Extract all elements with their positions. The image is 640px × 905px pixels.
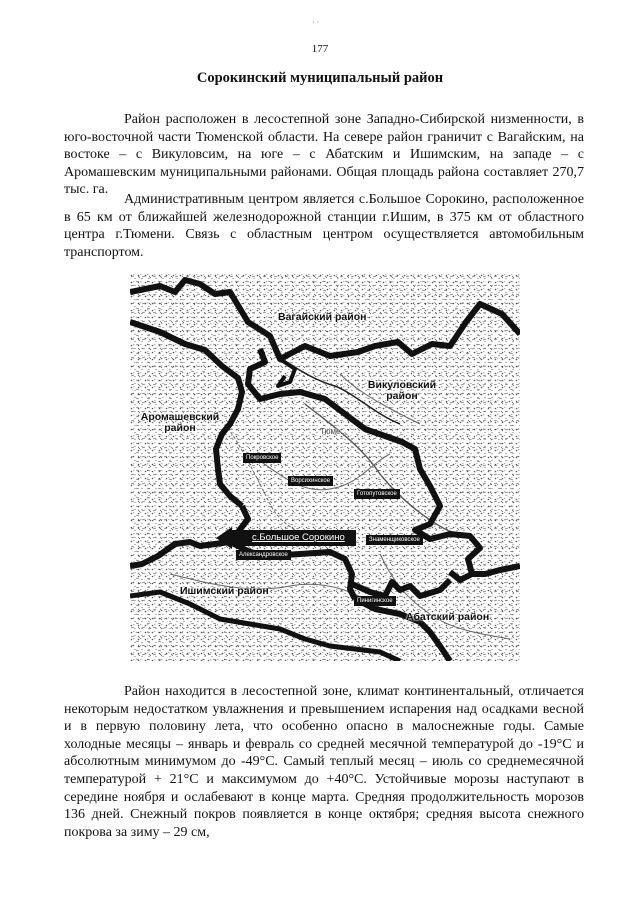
page-number: 177: [311, 43, 329, 55]
label-vikulovo-district: Викуловский район: [367, 379, 437, 402]
village-aleksandrovskoe: Александровское: [236, 550, 291, 560]
label-abatsk-district: Абатский район: [406, 611, 490, 623]
scan-artifact: · ·: [312, 18, 320, 27]
label-tyumen-road: Тюме...: [320, 427, 348, 436]
label-admin-center: с.Большое Сорокино: [248, 531, 349, 544]
label-vagai-district: Вагайский район: [278, 311, 367, 323]
map-graphic: [130, 274, 520, 661]
label-ishim-district: Ишимский район: [180, 585, 269, 597]
district-map: [130, 274, 520, 661]
village-pinigino: Пинигинское: [354, 596, 396, 606]
page-title: Сорокинский муниципальный район: [196, 70, 444, 86]
village-gotopputovskoe: Готопутовское: [354, 489, 400, 499]
paragraph-climate: Район находится в лесостепной зоне, климат континентальный, отличается некоторым недостатком увлажнения и превышением испарения над осадками весной и в первую половину лета, что особенно опасно в малоснежные годы. Самые холодные месяцы – январь и февраль со средней месячной температурой до -19°С и абсолютным минимумом до -49°С. Самый теплый месяц – июль со среднемесячной температурой + 21°С и максимумом до +40°С. Устойчивые морозы наступают в середине ноября и ослабевают в конце марта. Средняя продолжительность морозов 136 дней. Снежный покров появляется в конце октября; средняя высота снежного покрова за зиму – 29 см,: [64, 684, 584, 840]
paragraph-admin-center: Административным центром является с.Большое Сорокино, расположенное в 65 км от ближайшей железнодорожной станции г.Ишим, в 375 км от областного центра г.Тюмени. Связь с областным центром осуществляется автомобильным транспортом.: [64, 192, 584, 260]
label-aromashevo-district: Аромашевский район: [140, 411, 220, 434]
paragraph-location: Район расположен в лесостепной зоне Западно-Сибирской низменности, в юго-восточной части Тюменской области. На севере район граничит с Вагайским, на востоке – с Викуловсим, на юге – с Абатским и Ишимским, на западе – с Аромашевским муниципальными районами. Общая площадь района составляет 270,7 тыс. га.: [64, 112, 584, 198]
village-znamenshchikovskoe: Знаменщиковское: [366, 535, 423, 545]
village-pokrovskoe: Покровское: [243, 453, 281, 463]
village-vorsikhinskoe: Ворсихинское: [288, 476, 333, 486]
